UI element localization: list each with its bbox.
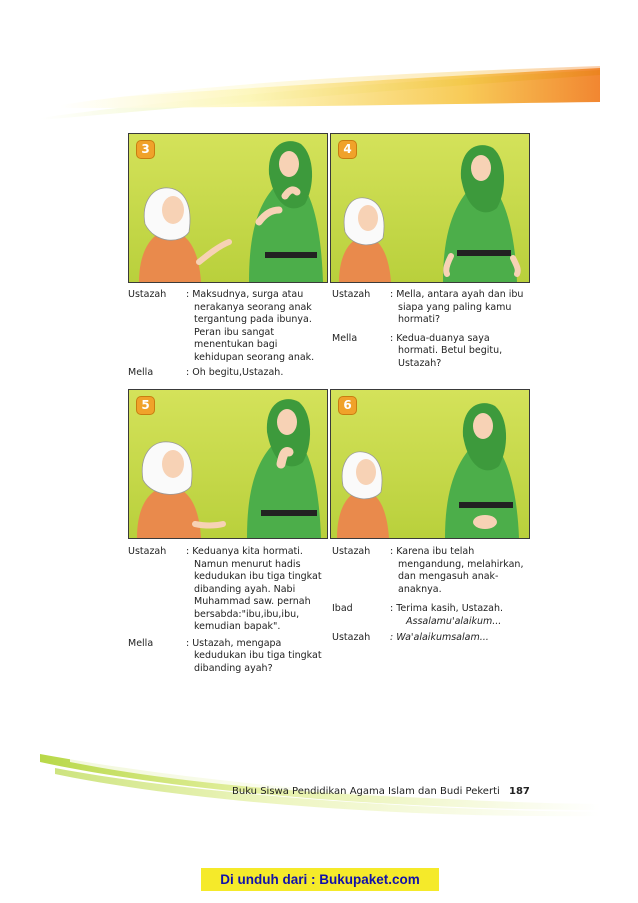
panel-number-badge: 4 — [339, 141, 356, 158]
dialogue-line — [128, 546, 324, 634]
scene-ustazah-explaining — [129, 134, 327, 282]
dialogue-line — [128, 289, 324, 364]
scene-ustazah-asking — [331, 134, 529, 282]
panel-number-badge: 5 — [137, 397, 154, 414]
dialogue-text: : Mella, antara ayah dan ibu siapa yang paling kamu hormati? — [390, 289, 524, 325]
dialogue-text: : Kedua-duanya saya hormati. Betul begitu, Ustazah? — [390, 332, 503, 369]
dialogue-panel-6 — [332, 546, 532, 648]
panel-number-badge: 3 — [137, 141, 154, 158]
download-watermark: Di unduh dari : Bukupaket.com — [201, 868, 439, 891]
bottom-decorative-swoosh — [0, 740, 638, 820]
comic-panel-5 — [128, 389, 328, 539]
dialogue-text: : Karena ibu telah mengandung, melahirkan, dan mengasuh anak-anaknya. — [390, 546, 524, 595]
speaker-name: Mella — [128, 637, 154, 649]
dialogue-text: : Ustazah, mengapa kedudukan ibu tiga tingkat dibanding ayah? — [186, 637, 322, 674]
speaker-name: Ibad — [332, 603, 353, 614]
dialogue-text: : Maksudnya, surga atau nerakanya seorang anak tergantung pada ibunya. Peran ibu sangat menentukan bagi kehidupan seorang anak. — [186, 289, 315, 363]
dialogue-line — [128, 367, 324, 380]
speaker-name: Ustazah — [332, 289, 371, 300]
dialogue-line — [332, 333, 532, 371]
dialogue-panel-3 — [128, 289, 324, 383]
dialogue-text: : Oh begitu,Ustazah. — [186, 367, 284, 378]
dialogue-line — [332, 603, 532, 628]
speaker-name: Mella — [128, 367, 154, 378]
speaker-name: Ustazah — [332, 632, 371, 643]
comic-panel-3 — [128, 133, 328, 283]
dialogue-panel-5 — [128, 546, 324, 678]
salam-text: Assalamu'alaikum... — [406, 615, 502, 627]
book-title: Buku Siswa Pendidikan Agama Islam dan Budi Pekerti — [232, 786, 500, 797]
dialogue-text-line: : Terima kasih, Ustazah. — [390, 603, 503, 614]
comic-panel-6 — [330, 389, 530, 539]
page-number: 187 — [509, 786, 530, 797]
top-decorative-swoosh — [0, 0, 638, 120]
scene-ibad-thanking — [331, 390, 529, 538]
dialogue-line — [332, 289, 532, 327]
speaker-name: Ustazah — [332, 546, 371, 557]
dialogue-text: : Keduanya kita hormati. Namun menurut hadis kedudukan ibu tiga tingkat dibanding ayah. Nabi Muhammad saw. pernah bersabda:"ibu,ibu,ibu, kemudian bapak". — [186, 546, 322, 632]
speaker-name: Ustazah — [128, 289, 167, 300]
speaker-name: Ustazah — [128, 546, 167, 557]
dialogue-text — [390, 603, 532, 628]
comic-panel-4 — [330, 133, 530, 283]
scene-ustazah-hadith — [129, 390, 327, 538]
speaker-name: Mella — [332, 332, 358, 344]
dialogue-line — [332, 632, 532, 645]
dialogue-panel-4 — [332, 289, 532, 373]
dialogue-text: : Wa'alaikumsalam... — [390, 632, 489, 643]
panel-number-badge: 6 — [339, 397, 356, 414]
dialogue-line — [128, 638, 324, 676]
dialogue-line — [332, 546, 532, 596]
